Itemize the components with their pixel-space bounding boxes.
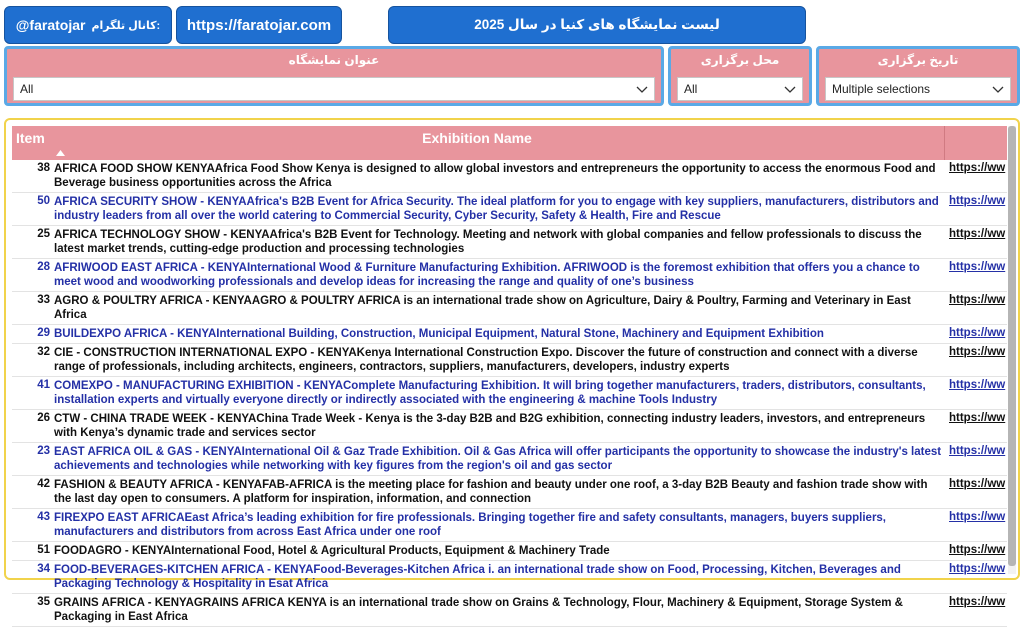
table-row[interactable] bbox=[12, 377, 1007, 410]
date-value: Multiple selections bbox=[832, 82, 931, 96]
exhibition-name-cell: EAST AFRICA OIL & GAS - KENYAInternational Oil & Gaz Trade Exhibition. Oil & Gas Africa will offer participants the opportunity to showcase the industry's latest achievements and technologies while networking with key figures from the region's oil and gas sector bbox=[54, 446, 942, 472]
date-filter bbox=[816, 46, 1020, 106]
exhibition-link[interactable]: https://ww bbox=[949, 162, 1006, 174]
item-number: 43 bbox=[37, 511, 50, 523]
exhibition-name-cell: BUILDEXPO AFRICA - KENYAInternational Building, Construction, Municipal Equipment, Natural Stone, Machinery and Equipment Exhibition bbox=[54, 328, 824, 340]
item-number: 51 bbox=[37, 544, 50, 556]
table-row[interactable] bbox=[12, 561, 1007, 594]
table-row[interactable] bbox=[12, 325, 1007, 344]
exhibition-name-cell: COMEXPO - MANUFACTURING EXHIBITION - KENYAComplete Manufacturing Exhibition. It will bring together manufacturers, traders, distributors, consultants, installation experts and virtually everyone directly or indirectly associated with the engineering & machine Tools Industry bbox=[54, 380, 926, 406]
exhibition-name-cell: FOODAGRO - KENYAInternational Food, Hotel & Agricultural Products, Equipment & Machinery Trade bbox=[54, 545, 610, 557]
exhibition-name-cell: AFRICA TECHNOLOGY SHOW - KENYAAfrica's B2B Event for Technology. Meeting and network with global companies and fellow professionals to discuss the latest market trends, cutting-edge production and processing technologies bbox=[54, 229, 922, 255]
item-number: 42 bbox=[37, 478, 50, 490]
vertical-scrollbar[interactable] bbox=[1008, 126, 1016, 574]
item-number: 25 bbox=[37, 228, 50, 240]
venue-filter bbox=[668, 46, 812, 106]
table-row[interactable] bbox=[12, 594, 1007, 627]
exhibitions-table bbox=[4, 118, 1020, 623]
exhibition-link[interactable]: https://ww bbox=[949, 261, 1006, 273]
item-number: 38 bbox=[37, 162, 50, 174]
table-row[interactable] bbox=[12, 410, 1007, 443]
item-number: 32 bbox=[37, 346, 50, 358]
telegram-handle: @faratojar bbox=[15, 17, 86, 33]
exhibition-name-cell: FIREXPO EAST AFRICAEast Africa’s leading exhibition for fire professionals. Bringing together fire and safety consultants, managers, buyers suppliers, manufacturers and distributors from across East Africa under one roof bbox=[54, 512, 887, 538]
item-number: 26 bbox=[37, 412, 50, 424]
exhibition-link[interactable]: https://ww bbox=[949, 596, 1006, 608]
exhibition-link[interactable]: https://ww bbox=[949, 379, 1006, 391]
exhibition-name-cell: AGRO & POULTRY AFRICA - KENYAAGRO & POULTRY AFRICA is an international trade show on Agriculture, Dairy & Poultry, Farming and Veterinary in East Africa bbox=[54, 295, 911, 321]
table-row[interactable] bbox=[12, 443, 1007, 476]
exhibition-link[interactable]: https://ww bbox=[949, 346, 1006, 358]
table-row[interactable] bbox=[12, 292, 1007, 325]
exhibition-name-value: All bbox=[20, 82, 34, 96]
scrollbar-thumb[interactable] bbox=[1008, 126, 1016, 566]
item-number: 23 bbox=[37, 445, 50, 457]
table-row[interactable] bbox=[12, 226, 1007, 259]
chevron-down-icon bbox=[992, 83, 1004, 95]
date-dropdown[interactable] bbox=[825, 77, 1011, 101]
exhibition-name-cell: FOOD-BEVERAGES-KITCHEN AFRICA - KENYAFood-Beverages-Kitchen Africa i. an international trade show on Food, Processing, Kitchen, Beverages and Packaging Technology & Hospitality in Esat Africa bbox=[54, 564, 901, 590]
exhibition-name-filter-label: عنوان نمایشگاه bbox=[288, 53, 380, 67]
exhibition-name-filter bbox=[4, 46, 664, 106]
table-header bbox=[12, 126, 1007, 160]
table-row[interactable] bbox=[12, 259, 1007, 292]
exhibition-name-cell: AFRIWOOD EAST AFRICA - KENYAInternational Wood & Furniture Manufacturing Exhibition. AFRIWOOD is the foremost exhibition that offers you a chance to meet wood and woodworking professionals and develop ideas for increasing the range and quality of one’s business bbox=[54, 262, 920, 288]
exhibition-name-dropdown[interactable] bbox=[13, 77, 655, 101]
exhibition-name-cell: AFRICA FOOD SHOW KENYAAfrica Food Show Kenya is designed to allow global investors and entrepreneurs the opportunity to access the enormous Food and Beverage business opportunities across the Africa bbox=[54, 163, 936, 189]
venue-filter-label: محل برگزاری bbox=[700, 53, 780, 67]
table-row[interactable] bbox=[12, 542, 1007, 561]
table-row[interactable] bbox=[12, 160, 1007, 193]
exhibition-name-cell: AFRICA SECURITY SHOW - KENYAAfrica's B2B Event for Africa Security. The ideal platform for you to engage with key suppliers, manufacturers, distributors and industry leaders from all over the world catering to Commercial Security, Cyber Security, Safety & Health, Fire and Rescue bbox=[54, 196, 939, 222]
sort-ascending-icon[interactable] bbox=[56, 150, 65, 156]
column-header-exhibition-name[interactable]: Exhibition Name bbox=[422, 130, 532, 146]
venue-value: All bbox=[684, 82, 698, 96]
item-number: 33 bbox=[37, 294, 50, 306]
exhibition-link[interactable]: https://ww bbox=[949, 563, 1006, 575]
column-divider bbox=[944, 126, 945, 160]
date-filter-label: تاریخ برگزاری bbox=[877, 53, 959, 67]
column-header-item[interactable]: Item bbox=[16, 130, 45, 146]
chevron-down-icon bbox=[784, 83, 796, 95]
exhibition-link[interactable]: https://ww bbox=[949, 478, 1006, 490]
item-number: 50 bbox=[37, 195, 50, 207]
exhibition-name-cell: FASHION & BEAUTY AFRICA - KENYAFAB-AFRICA is the meeting place for fashion and beauty under one roof, a 3-day B2B Beauty and fashion trade show with the last day open to consumers. A platform for inspiration, information, and connection bbox=[54, 479, 928, 505]
exhibition-link[interactable]: https://ww bbox=[949, 511, 1006, 523]
chevron-down-icon bbox=[636, 83, 648, 95]
venue-dropdown[interactable] bbox=[677, 77, 803, 101]
exhibition-link[interactable]: https://ww bbox=[949, 195, 1006, 207]
exhibition-link[interactable]: https://ww bbox=[949, 445, 1006, 457]
page-title: لیست نمایشگاه های کنیا در سال 2025 bbox=[388, 6, 806, 44]
exhibition-link[interactable]: https://ww bbox=[949, 544, 1006, 556]
table-row[interactable] bbox=[12, 509, 1007, 542]
exhibition-name-cell: CIE - CONSTRUCTION INTERNATIONAL EXPO - KENYAKenya International Construction Expo. Discover the future of construction and connect with a diverse range of professionals, including architects, engineers, contractors, suppliers, manufacturers, developers, industry experts bbox=[54, 347, 918, 373]
website-link[interactable]: https://faratojar.com bbox=[176, 6, 342, 44]
item-number: 29 bbox=[37, 327, 50, 339]
telegram-label: کانال تلگرام: bbox=[91, 19, 161, 32]
item-number: 41 bbox=[37, 379, 50, 391]
exhibition-name-cell: CTW - CHINA TRADE WEEK - KENYAChina Trade Week - Kenya is the 3-day B2B and B2G exhibition, connecting industry leaders, investors, and entrepreneurs with Kenya’s dynamic trade and services sector bbox=[54, 413, 926, 439]
item-number: 35 bbox=[37, 596, 50, 608]
telegram-channel-box[interactable] bbox=[4, 6, 172, 44]
table-row[interactable] bbox=[12, 193, 1007, 226]
exhibition-name-cell: GRAINS AFRICA - KENYAGRAINS AFRICA KENYA is an international trade show on Grains & Technology, Flour, Machinery & Equipment, Storage System & Packaging in East Africa bbox=[54, 597, 903, 623]
item-number: 28 bbox=[37, 261, 50, 273]
table-row[interactable] bbox=[12, 344, 1007, 377]
table-row[interactable] bbox=[12, 476, 1007, 509]
item-number: 34 bbox=[37, 563, 50, 575]
exhibition-link[interactable]: https://ww bbox=[949, 412, 1006, 424]
exhibition-link[interactable]: https://ww bbox=[949, 228, 1006, 240]
exhibition-link[interactable]: https://ww bbox=[949, 294, 1006, 306]
table-body bbox=[12, 160, 1007, 627]
exhibition-link[interactable]: https://ww bbox=[949, 327, 1006, 339]
